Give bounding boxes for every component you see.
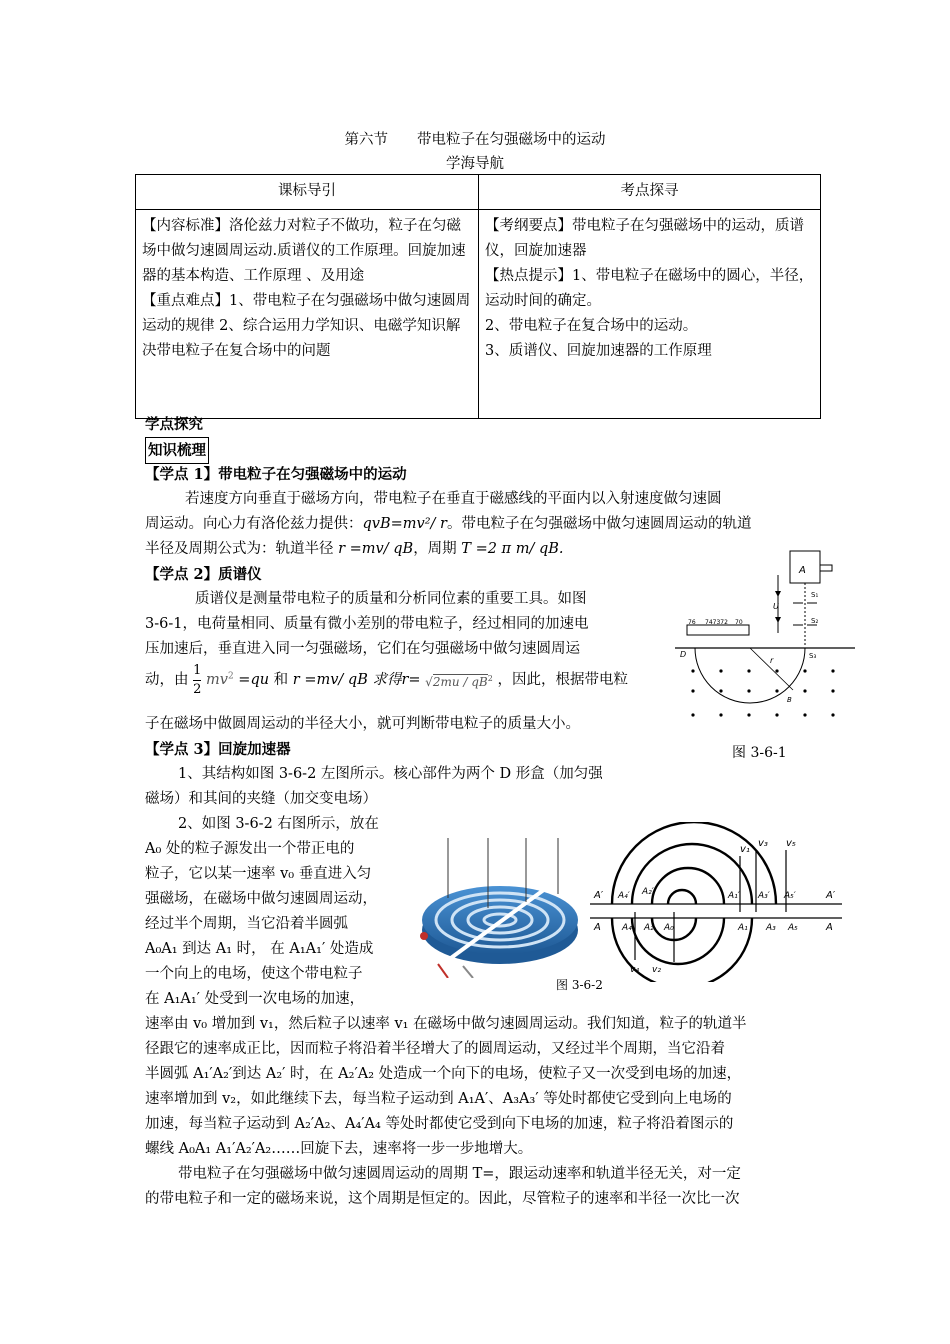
point3-last-l1: 带电粒子在匀强磁场中做匀速圆周运动的周期 T=，跟运动速率和轨道半径无关，对一定 (178, 1166, 741, 1182)
std-label: 【内容标准】 (142, 218, 229, 234)
point1-title: 【学点 1】带电粒子在匀强磁场中的运动 (145, 466, 407, 483)
svg-text:A₀: A₀ (664, 923, 674, 933)
svg-text:v₁: v₁ (740, 844, 750, 855)
point3-full-l5: 加速，每当粒子运动到 A₂′A₂、A₄′A₄ 等处时都使它受到向下电场的加速，粒子将沿着图示的 (145, 1116, 734, 1132)
point3-last-l2: 的带电粒子和一定的磁场来说，这个周期是恒定的。因此，尽管粒子的速率和半径一次比一次 (145, 1191, 740, 1207)
svg-text:747372: 747372 (705, 619, 728, 626)
point1-line2: 周运动。向心力有洛伦兹力提供：qvB=mv²/ r。带电粒子在匀强磁场中做匀速圆周运动的轨道 (145, 516, 752, 532)
svg-text:A₂: A₂ (644, 923, 654, 933)
std-text: 洛伦兹力对粒子不做功，粒子在匀磁场中做匀速圆周运动.质谱仪的工作原理。回旋加速器的基本构造、工作原理 、及用途 (142, 218, 466, 284)
point3-p2-l6: A₀A₁ 到达 A₁ 时， 在 A₁A₁′ 处造成 (145, 941, 374, 957)
guide-table (135, 174, 821, 419)
svg-text:A₃′: A₃′ (758, 891, 770, 901)
col2-item-2: 2、带电粒子在复合场中的运动。 (485, 318, 698, 334)
svg-text:A₁: A₁ (738, 923, 748, 933)
svg-text:70: 70 (735, 619, 743, 626)
point3-full-l3: 半圆弧 A₁′A₂′到达 A₂′ 时，在 A₂′A₂ 处造成一个向下的电场，使粒子又一次受到电场的加速， (145, 1066, 742, 1082)
point3-title: 【学点 3】回旋加速器 (145, 741, 291, 758)
svg-text:A: A (594, 922, 601, 933)
svg-text:A₃: A₃ (766, 923, 776, 933)
svg-text:r: r (770, 656, 774, 665)
svg-text:B: B (787, 696, 792, 704)
exam-text: 带电粒子在匀强磁场中的运动，质谱仪，回旋加速器 (485, 218, 804, 259)
key-label: 【重点难点】 (142, 293, 229, 309)
cyclotron-disk-figure (418, 838, 588, 978)
point1-line3: 半径及周期公式为：轨道半径 r =mv/ qB，周期 T =2 π m/ qB. (145, 541, 564, 557)
table-cell-col2 (479, 210, 821, 419)
point2-title: 【学点 2】质谱仪 (145, 566, 262, 583)
lorentz-formula: qvB=mv²/ r (362, 516, 447, 532)
figure-caption-3-6-1: 图 3-6-1 (732, 745, 787, 761)
svg-text:A₁′: A₁′ (728, 891, 740, 901)
svg-text:v₄: v₄ (630, 965, 639, 975)
section-subheading: 知识梳理 (145, 437, 209, 464)
point3-full-l4: 速率增加到 v₂，如此继续下去，每当粒子运动到 A₁A′、A₃A₃′ 等处时都使它受到向上电场的 (145, 1091, 732, 1107)
svg-text:A₅′: A₅′ (784, 891, 796, 901)
svg-text:A₄′: A₄′ (618, 891, 630, 901)
svg-text:v₃: v₃ (758, 838, 768, 849)
table-header-col1: 课标导引 (136, 175, 479, 210)
table-header-col2: 考点探寻 (479, 175, 821, 210)
svg-text:A′: A′ (594, 890, 604, 901)
fraction-half: $\frac{1}{2}$ (193, 663, 202, 697)
point3-p2-l5: 经过半个周期，当它沿着半圆弧 (145, 916, 348, 932)
svg-text:D: D (680, 650, 687, 659)
hot-text: 1、带电粒子在磁场中的圆心，半径，运动时间的确定。 (485, 268, 814, 309)
svg-text:S₃: S₃ (809, 652, 817, 660)
point3-line2: 磁场）和其间的夹缝（加交变电场） (145, 791, 377, 807)
point2-line3: 压加速后，垂直进入同一匀强磁场，它们在匀强磁场中做匀速圆周运 (145, 641, 580, 657)
svg-text:v₂: v₂ (652, 965, 661, 975)
hot-label: 【热点提示】 (485, 268, 572, 284)
sqrt-expression: $√2mu / qB^2$ (425, 674, 493, 689)
svg-text:76: 76 (688, 619, 696, 626)
point3-p2-l1: 2、如图 3-6-2 右图所示，放在 (178, 816, 379, 832)
period-formula: T =2 π m/ qB. (461, 541, 564, 557)
point1-line1: 若速度方向垂直于磁场方向，带电粒子在垂直于磁感线的平面内以入射速度做匀速圆 (185, 491, 722, 507)
point2-line4: 动，由 $\frac{1}{2}$ $mv^2 =qu$ 和 r =mv/ qB 求得$r= √2mu / qB^2$ ，因此，根据带电粒 (145, 663, 628, 697)
mass-spectrometer-figure (675, 545, 855, 725)
point2-line1: 质谱仪是测量带电粒子的质量和分析同位素的重要工具。如图 (195, 591, 587, 607)
point2-line5: 子在磁场中做圆周运动的半径大小，就可判断带电粒子的质量大小。 (145, 716, 580, 732)
point3-p2-l8: 在 A₁A₁′ 处受到一次电场的加速， (145, 991, 365, 1007)
svg-text:A: A (826, 922, 833, 933)
point3-p2-l7: 一个向上的电场，使这个带电粒子 (145, 966, 363, 982)
exam-label: 【考纲要点】 (485, 218, 572, 234)
label-A: A (799, 565, 806, 576)
point2-line2: 3-6-1，电荷量相同、质量有微小差别的带电粒子，经过相同的加速电 (145, 616, 589, 632)
svg-text:A′: A′ (826, 890, 836, 901)
point3-p2-l2: A₀ 处的粒子源发出一个带正电的 (145, 841, 355, 857)
key-text: 1、带电粒子在匀强磁场中做匀速圆周运动的规律 2、综合运用力学知识、电磁学知识解决带电粒子在复合场中的问题 (142, 293, 471, 359)
point3-p2-l3: 粒子，它以某一速率 v₀ 垂直进入匀 (145, 866, 372, 882)
page-subtitle: 学海导航 (446, 156, 504, 172)
page-title: 第六节 带电粒子在匀强磁场中的运动 (344, 132, 606, 148)
magnetic-field-dots (691, 669, 834, 716)
table-cell-col1 (136, 210, 479, 419)
point3-line1: 1、其结构如图 3-6-2 左图所示。核心部件为两个 D 形盒（加匀强 (178, 766, 603, 782)
point3-full-l1: 速率由 v₀ 增加到 v₁，然后粒子以速率 v₁ 在磁场中做匀速圆周运动。我们知道，粒子的轨道半 (145, 1016, 747, 1032)
svg-text:A₅: A₅ (788, 923, 798, 933)
svg-text:U: U (773, 602, 779, 611)
figure-caption-3-6-2: 图 3-6-2 (556, 978, 603, 992)
point3-p2-l4: 强磁场，在磁场中做匀速圆周运动， (145, 891, 377, 907)
radius-formula: r =mv/ qB (338, 541, 414, 557)
svg-text:v₅: v₅ (786, 838, 796, 849)
point3-full-l6: 螺线 A₀A₁ A₁′A₂′A₂……回旋下去，速率将一步一步地增大。 (145, 1141, 533, 1157)
point3-full-l2: 径跟它的速率成正比，因而粒子将沿着半径增大了的圆周运动，又经过半个周期，当它沿着 (145, 1041, 725, 1057)
col2-item-3: 3、质谱仪、回旋加速器的工作原理 (485, 343, 712, 359)
svg-text:S₂: S₂ (811, 617, 819, 625)
svg-text:A₂′: A₂′ (642, 887, 654, 897)
svg-text:A₄: A₄ (622, 923, 632, 933)
section-heading: 学点探究 (145, 416, 203, 433)
svg-text:S₁: S₁ (811, 591, 819, 599)
cyclotron-spiral-figure (590, 822, 842, 982)
